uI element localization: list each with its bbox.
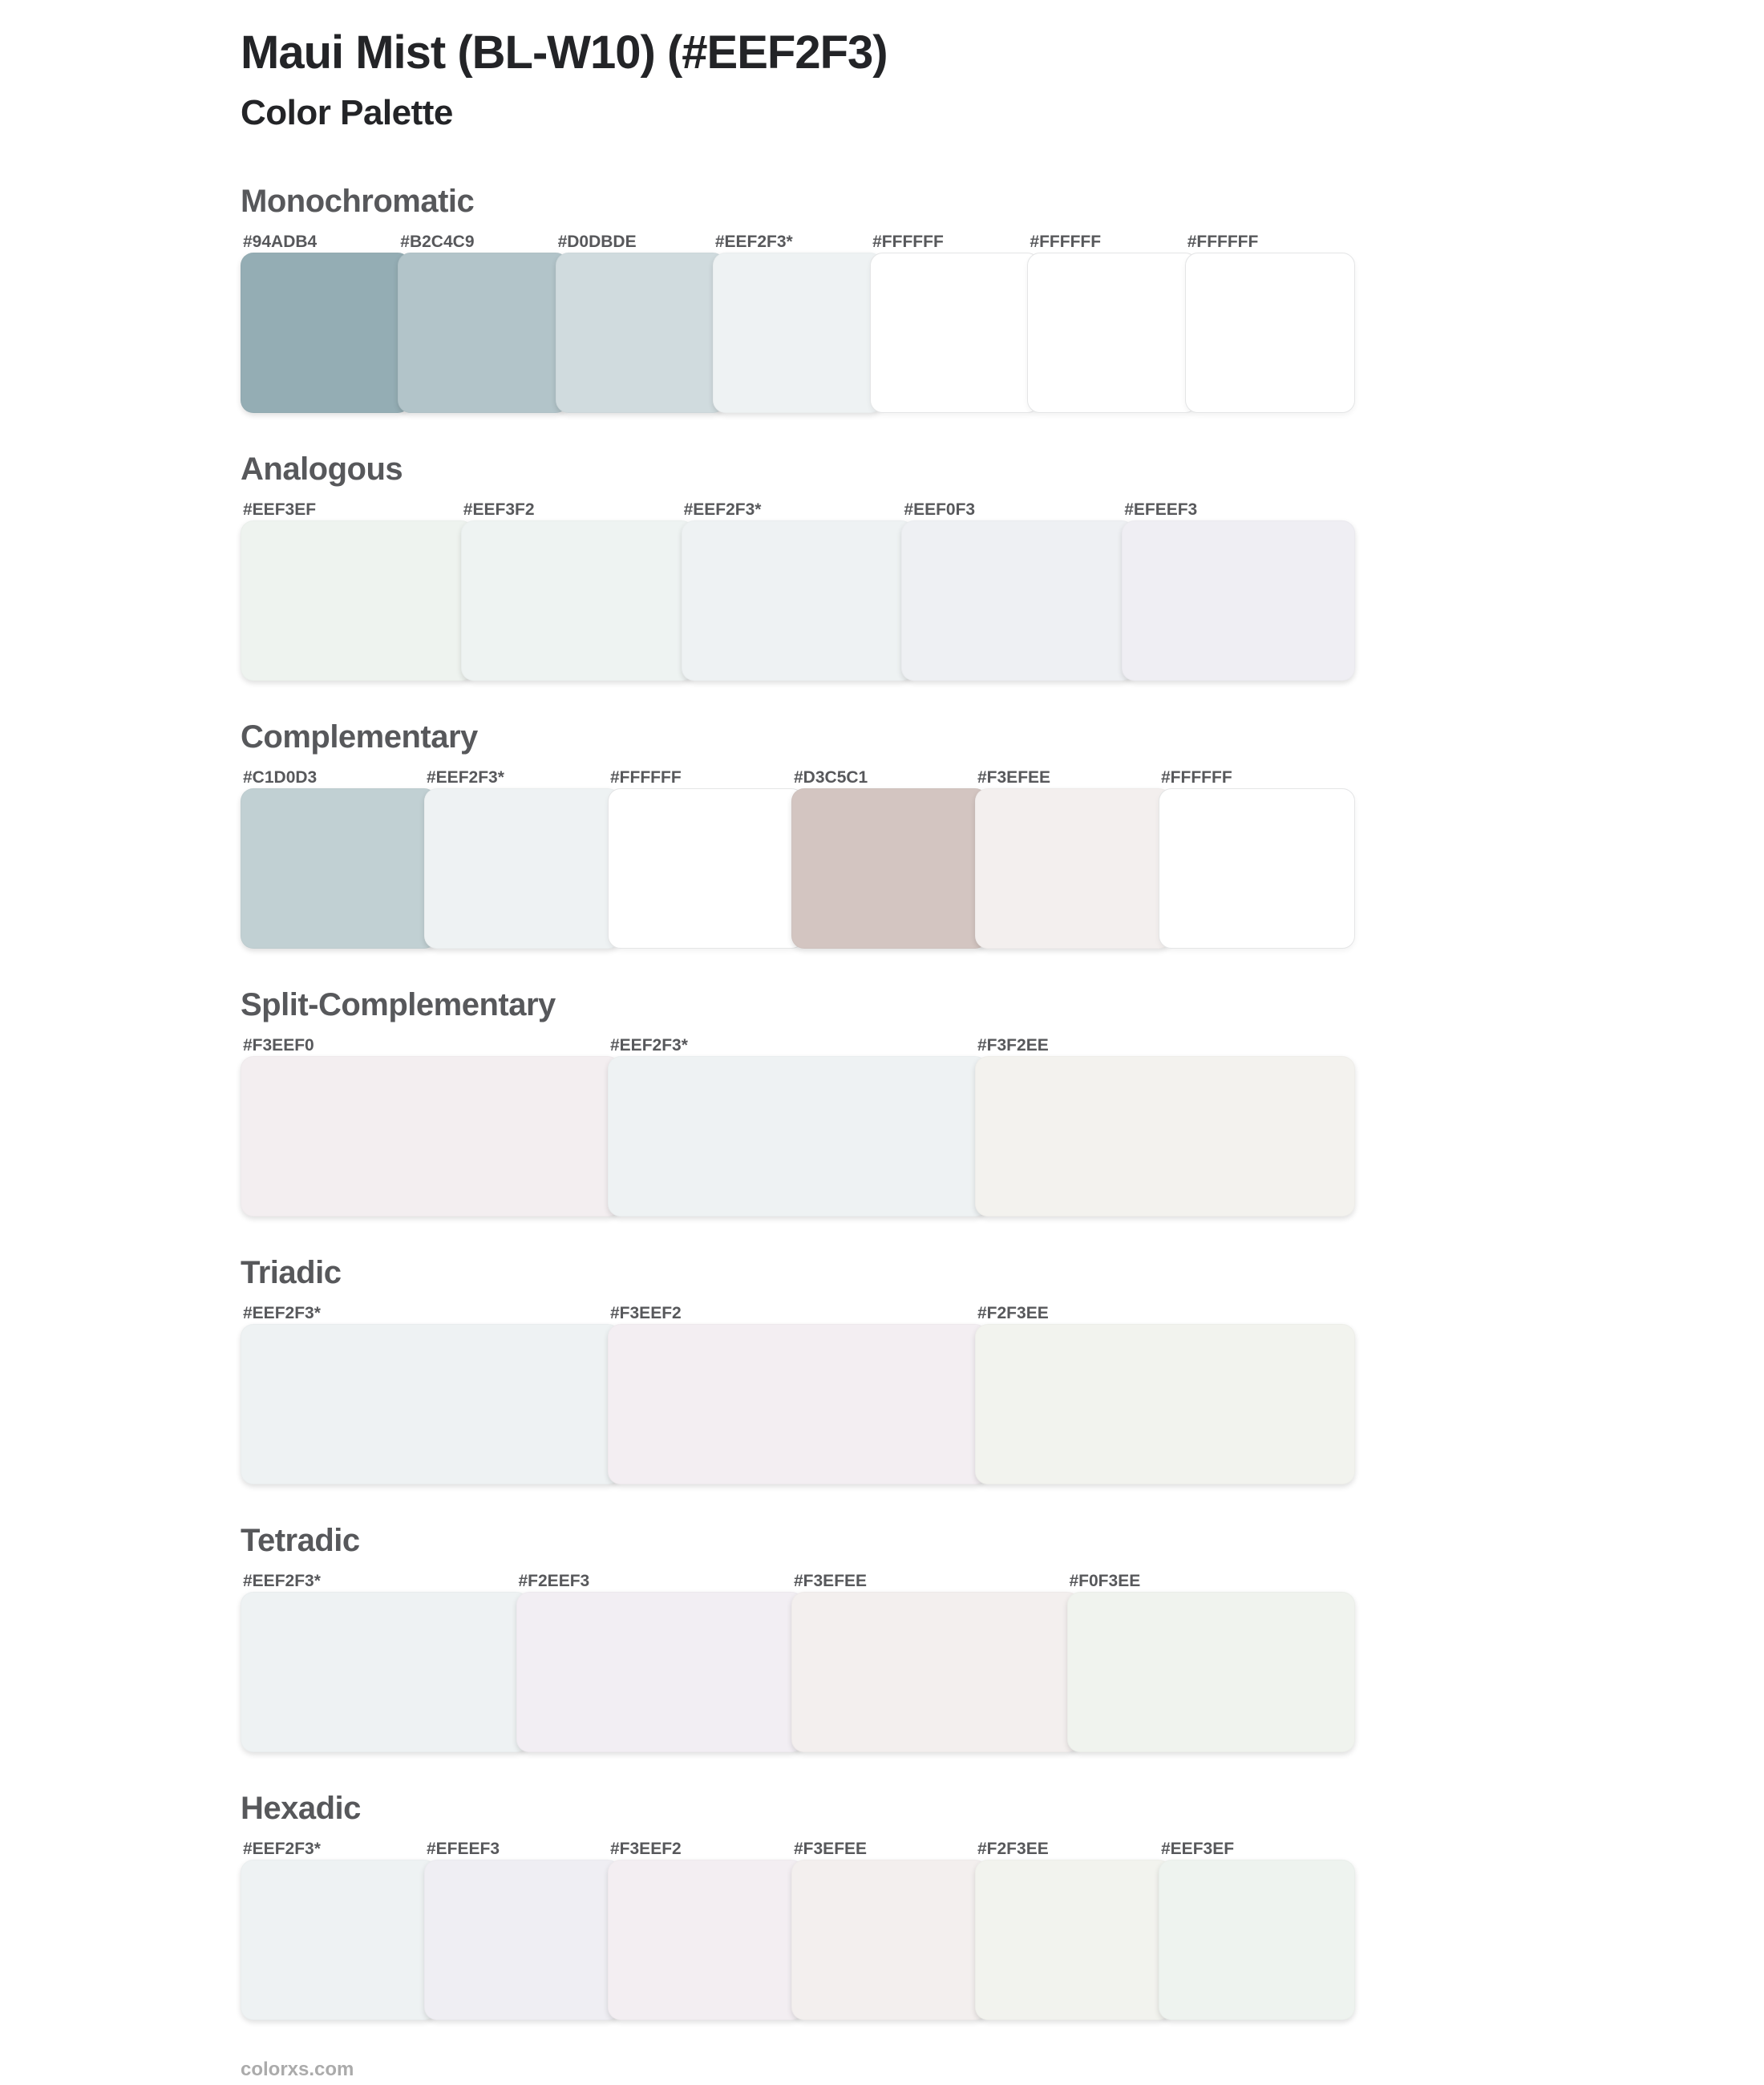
color-swatch[interactable] — [241, 1324, 621, 1484]
color-swatch[interactable] — [1122, 520, 1355, 681]
section-title: Split-Complementary — [241, 987, 556, 1023]
palette-row — [241, 500, 1355, 681]
color-hex-label: #F2F3EE — [977, 1304, 1049, 1323]
color-swatch[interactable] — [556, 253, 726, 413]
color-hex-label: #EEF2F3* — [610, 1036, 688, 1055]
color-hex-label: #EEF3F2 — [463, 500, 535, 520]
color-hex-label: #EEF2F3* — [683, 500, 762, 520]
swatch-column — [424, 1839, 621, 2020]
color-swatch[interactable] — [1159, 788, 1355, 949]
swatch-column — [241, 767, 437, 949]
palette-row — [241, 1571, 1355, 1752]
swatch-column — [870, 232, 1040, 413]
section-title: Monochromatic — [241, 184, 475, 220]
section-title: Complementary — [241, 719, 478, 755]
swatch-column — [1067, 1571, 1356, 1752]
color-swatch[interactable] — [975, 1860, 1171, 2020]
color-swatch[interactable] — [791, 1592, 1080, 1752]
color-hex-label: #FFFFFF — [610, 768, 682, 787]
color-swatch[interactable] — [975, 788, 1171, 949]
palette-row — [241, 1839, 1355, 2020]
color-swatch[interactable] — [241, 1592, 529, 1752]
color-hex-label: #EEF2F3* — [427, 768, 504, 787]
color-swatch[interactable] — [241, 253, 411, 413]
palette-row — [241, 232, 1355, 413]
color-hex-label: #EEF2F3* — [714, 233, 793, 252]
section-split-complementary — [241, 987, 1764, 1217]
color-hex-label: #F3EEF0 — [243, 1036, 314, 1055]
section-hexadic — [241, 1791, 1764, 2020]
color-hex-label: #FFFFFF — [1030, 233, 1102, 252]
swatch-column — [241, 232, 411, 413]
color-hex-label: #F3F2EE — [977, 1036, 1049, 1055]
color-swatch[interactable] — [241, 788, 437, 949]
color-hex-label: #EEF3EF — [243, 500, 317, 520]
swatch-column — [713, 232, 883, 413]
swatch-column — [1027, 232, 1197, 413]
swatch-column — [424, 767, 621, 949]
swatch-column — [241, 1035, 621, 1217]
swatch-column — [901, 500, 1135, 681]
swatch-column — [608, 767, 804, 949]
color-swatch[interactable] — [682, 520, 915, 681]
section-title: Triadic — [241, 1255, 342, 1291]
swatch-column — [975, 1839, 1171, 2020]
swatch-column — [241, 1839, 437, 2020]
color-hex-label: #C1D0D3 — [243, 768, 318, 787]
color-hex-label: #EFEEF3 — [1124, 500, 1198, 520]
color-hex-label: #EEF2F3* — [243, 1572, 321, 1591]
swatch-column — [682, 500, 915, 681]
palette-row — [241, 1035, 1355, 1217]
section-title: Tetradic — [241, 1523, 360, 1559]
section-analogous — [241, 451, 1764, 681]
swatch-column — [241, 500, 474, 681]
swatch-column — [791, 1839, 988, 2020]
color-hex-label: #B2C4C9 — [400, 233, 475, 252]
color-swatch[interactable] — [975, 1324, 1355, 1484]
footer-site-link[interactable]: colorxs.com — [241, 2059, 354, 2081]
swatch-column — [608, 1035, 988, 1217]
section-monochromatic — [241, 184, 1764, 413]
swatch-column — [241, 1303, 621, 1484]
color-hex-label: #EEF0F3 — [904, 500, 976, 520]
color-hex-label: #F2EEF3 — [518, 1572, 590, 1591]
color-hex-label: #FFFFFF — [1187, 233, 1259, 252]
color-swatch[interactable] — [1185, 253, 1355, 413]
color-swatch[interactable] — [975, 1056, 1355, 1217]
color-hex-label: #EEF2F3* — [243, 1304, 321, 1323]
palette-row — [241, 1303, 1355, 1484]
color-swatch[interactable] — [608, 1860, 804, 2020]
swatch-column — [1122, 500, 1355, 681]
swatch-column — [975, 767, 1171, 949]
color-swatch[interactable] — [608, 1056, 988, 1217]
swatch-column — [241, 1571, 529, 1752]
color-swatch[interactable] — [241, 520, 474, 681]
page-title: Maui Mist (BL-W10) (#EEF2F3) — [241, 26, 888, 79]
swatch-column — [556, 232, 726, 413]
swatch-column — [398, 232, 568, 413]
swatch-column — [1159, 1839, 1355, 2020]
palette-sections — [241, 184, 1764, 2020]
swatch-column — [791, 1571, 1080, 1752]
color-swatch[interactable] — [1067, 1592, 1356, 1752]
color-hex-label: #FFFFFF — [872, 233, 944, 252]
color-hex-label: #F3EFEE — [977, 768, 1051, 787]
color-swatch[interactable] — [791, 788, 988, 949]
color-swatch[interactable] — [608, 1324, 988, 1484]
page-subtitle: Color Palette — [241, 92, 453, 132]
color-hex-label: #EFEEF3 — [427, 1840, 500, 1859]
section-title: Analogous — [241, 451, 403, 488]
color-hex-label: #D0DBDE — [557, 233, 637, 252]
color-hex-label: #F3EEF2 — [610, 1304, 682, 1323]
color-hex-label: #EEF2F3* — [243, 1840, 321, 1859]
section-tetradic — [241, 1523, 1764, 1752]
section-title: Hexadic — [241, 1791, 361, 1827]
color-swatch[interactable] — [424, 788, 621, 949]
swatch-column — [516, 1571, 805, 1752]
color-swatch[interactable] — [424, 1860, 621, 2020]
section-complementary — [241, 719, 1764, 949]
swatch-column — [1185, 232, 1355, 413]
color-hex-label: #94ADB4 — [243, 233, 318, 252]
section-triadic — [241, 1255, 1764, 1484]
swatch-column — [1159, 767, 1355, 949]
color-hex-label: #D3C5C1 — [794, 768, 868, 787]
palette-row — [241, 767, 1355, 949]
color-swatch[interactable] — [461, 520, 694, 681]
color-hex-label: #F3EFEE — [794, 1572, 868, 1591]
color-swatch[interactable] — [241, 1860, 437, 2020]
swatch-column — [791, 767, 988, 949]
color-hex-label: #EEF3EF — [1161, 1840, 1235, 1859]
color-swatch[interactable] — [901, 520, 1135, 681]
color-swatch[interactable] — [791, 1860, 988, 2020]
color-swatch[interactable] — [241, 1056, 621, 1217]
color-swatch[interactable] — [516, 1592, 805, 1752]
color-swatch[interactable] — [870, 253, 1040, 413]
swatch-column — [461, 500, 694, 681]
color-swatch[interactable] — [713, 253, 883, 413]
color-swatch[interactable] — [608, 788, 804, 949]
color-swatch[interactable] — [1027, 253, 1197, 413]
swatch-column — [975, 1303, 1355, 1484]
swatch-column — [608, 1303, 988, 1484]
color-swatch[interactable] — [398, 253, 568, 413]
color-hex-label: #F0F3EE — [1069, 1572, 1141, 1591]
swatch-column — [608, 1839, 804, 2020]
color-hex-label: #FFFFFF — [1161, 768, 1232, 787]
color-hex-label: #F3EFEE — [794, 1840, 868, 1859]
color-swatch[interactable] — [1159, 1860, 1355, 2020]
swatch-column — [975, 1035, 1355, 1217]
color-hex-label: #F2F3EE — [977, 1840, 1049, 1859]
color-hex-label: #F3EEF2 — [610, 1840, 682, 1859]
